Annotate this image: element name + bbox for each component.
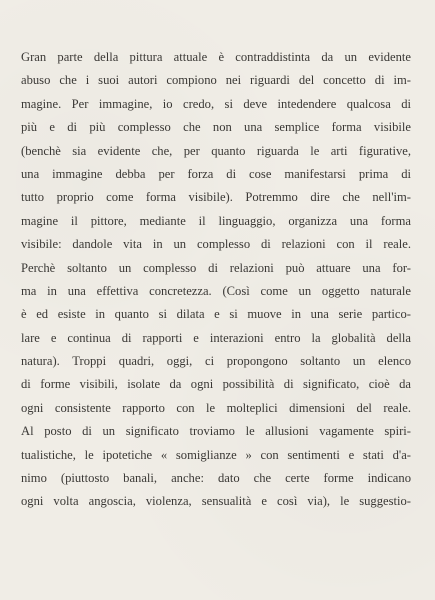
text-line: di forme visibili, isolate da ogni possibilità di significato, cioè da: [21, 377, 411, 392]
text-line: tualistiche, le ipotetiche « somiglianze » con sentimenti e stati d'a-: [21, 447, 411, 462]
text-line: ma in una effettiva concretezza. (Così come un oggetto naturale: [21, 283, 411, 298]
text-line: lare e continua di rapporti e interazioni entro la globalità della: [21, 330, 411, 345]
text-line: natura). Troppi quadri, oggi, ci propongono soltanto un elenco: [21, 354, 411, 369]
text-line: Al posto di un significato troviamo le allusioni vagamente spiri-: [21, 424, 411, 439]
text-line: ogni volta angoscia, violenza, sensualità e così via), le suggestio-: [21, 494, 411, 509]
text-line: è ed esiste in quanto si dilata e si muove in una serie partico-: [21, 307, 411, 322]
text-line: nimo (piuttosto banali, anche: dato che certe forme indicano: [21, 471, 411, 486]
text-line: visibile: dandole vita in un complesso di relazioni con il reale.: [21, 237, 411, 252]
text-line: abuso che i suoi autori compiono nei riguardi del concetto di im-: [21, 73, 411, 88]
text-line: più e di più complesso che non una semplice forma visibile: [21, 120, 411, 135]
text-line: ogni consistente rapporto con le molteplici dimensioni del reale.: [21, 400, 411, 415]
text-line: magine. Per immagine, io credo, si deve intedendere qualcosa di: [21, 96, 411, 111]
text-line: tutto proprio come forma visibile). Potremmo dire che nell'im-: [21, 190, 411, 205]
text-line: una immagine debba per forza di cose manifestarsi prima di: [21, 166, 411, 181]
text-line: magine il pittore, mediante il linguaggio, organizza una forma: [21, 213, 411, 228]
text-line: Perchè soltanto un complesso di relazioni può attuare una for-: [21, 260, 411, 275]
text-line: (benchè sia evidente che, per quanto riguarda le arti figurative,: [21, 143, 411, 158]
body-text: [21, 46, 411, 514]
text-line: Gran parte della pittura attuale è contraddistinta da un evidente: [21, 50, 411, 64]
